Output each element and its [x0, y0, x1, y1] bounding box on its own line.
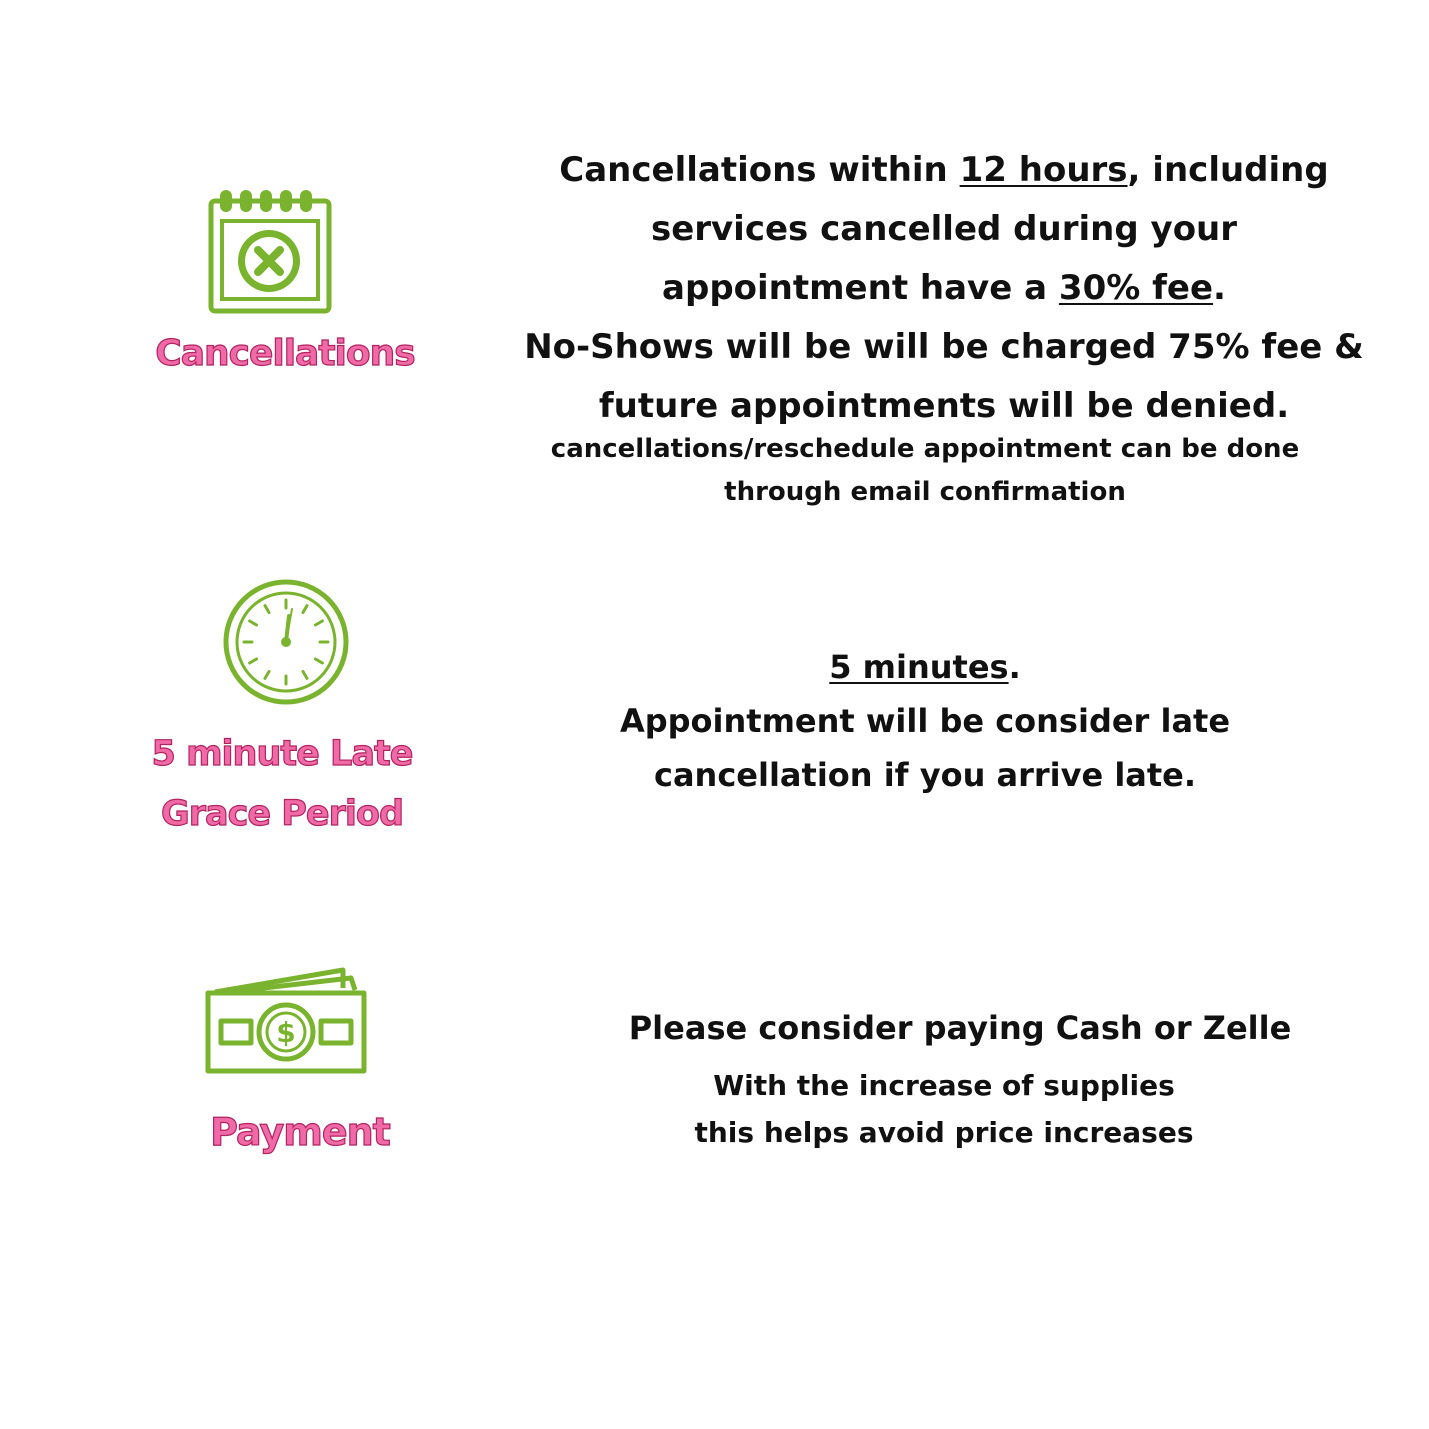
late-line1-post: .: [1008, 648, 1021, 686]
cancellations-policy-text: [480, 141, 1408, 436]
clock-tick: [265, 671, 269, 678]
clock-tick: [250, 621, 257, 625]
cancellations-line1-pre: Cancellations within: [559, 150, 960, 190]
payment-text: [540, 1001, 1380, 1055]
payment-line2: With the increase of supplies: [713, 1069, 1175, 1102]
clock-tick: [303, 606, 307, 613]
payment-line1: Please consider paying Cash or Zelle: [628, 1009, 1292, 1047]
late-line3: cancellation if you arrive late.: [653, 756, 1197, 794]
cancellations-label: Cancellations: [155, 333, 415, 374]
clock-tick: [250, 659, 257, 663]
cancellations-hours: 12 hours: [959, 150, 1128, 190]
cancellations-note: [480, 428, 1370, 514]
late-line2: Appointment will be consider late: [619, 702, 1231, 740]
clock-tick: [315, 621, 322, 625]
no-shows-line: No-Shows will be will be charged 75% fee &: [524, 327, 1364, 367]
clock-tick: [265, 606, 269, 613]
cancellations-note-line2: through email confirmation: [724, 477, 1126, 507]
payment-subtext: [520, 1062, 1368, 1156]
svg-text:$: $: [276, 1016, 296, 1049]
clock-tick: [303, 671, 307, 678]
payment-label: Payment: [210, 1110, 390, 1154]
payment-line3: this helps avoid price increases: [694, 1116, 1194, 1149]
late-minutes: 5 minutes: [829, 648, 1009, 686]
cancellations-note-line1: cancellations/reschedule appointment can be done: [550, 434, 1300, 464]
cancellations-fee: 30% fee: [1058, 268, 1214, 308]
future-appointments-line: future appointments will be denied.: [598, 386, 1290, 426]
late-label-line1: 5 minute Late: [151, 734, 413, 774]
late-policy-text: [505, 640, 1345, 802]
cancellations-line1-post: , including: [1127, 150, 1329, 190]
calendar-cancel-icon: [208, 188, 332, 314]
clock-icon: [222, 578, 350, 706]
late-label: [122, 724, 442, 844]
cash-bill-icon: [205, 966, 367, 1076]
late-label-line2: Grace Period: [160, 794, 404, 834]
cancellations-line2: services cancelled during your: [650, 209, 1238, 249]
cancellations-line3-post: .: [1213, 268, 1226, 308]
clock-tick: [315, 659, 322, 663]
cancellations-line3-pre: appointment have a: [662, 268, 1059, 308]
